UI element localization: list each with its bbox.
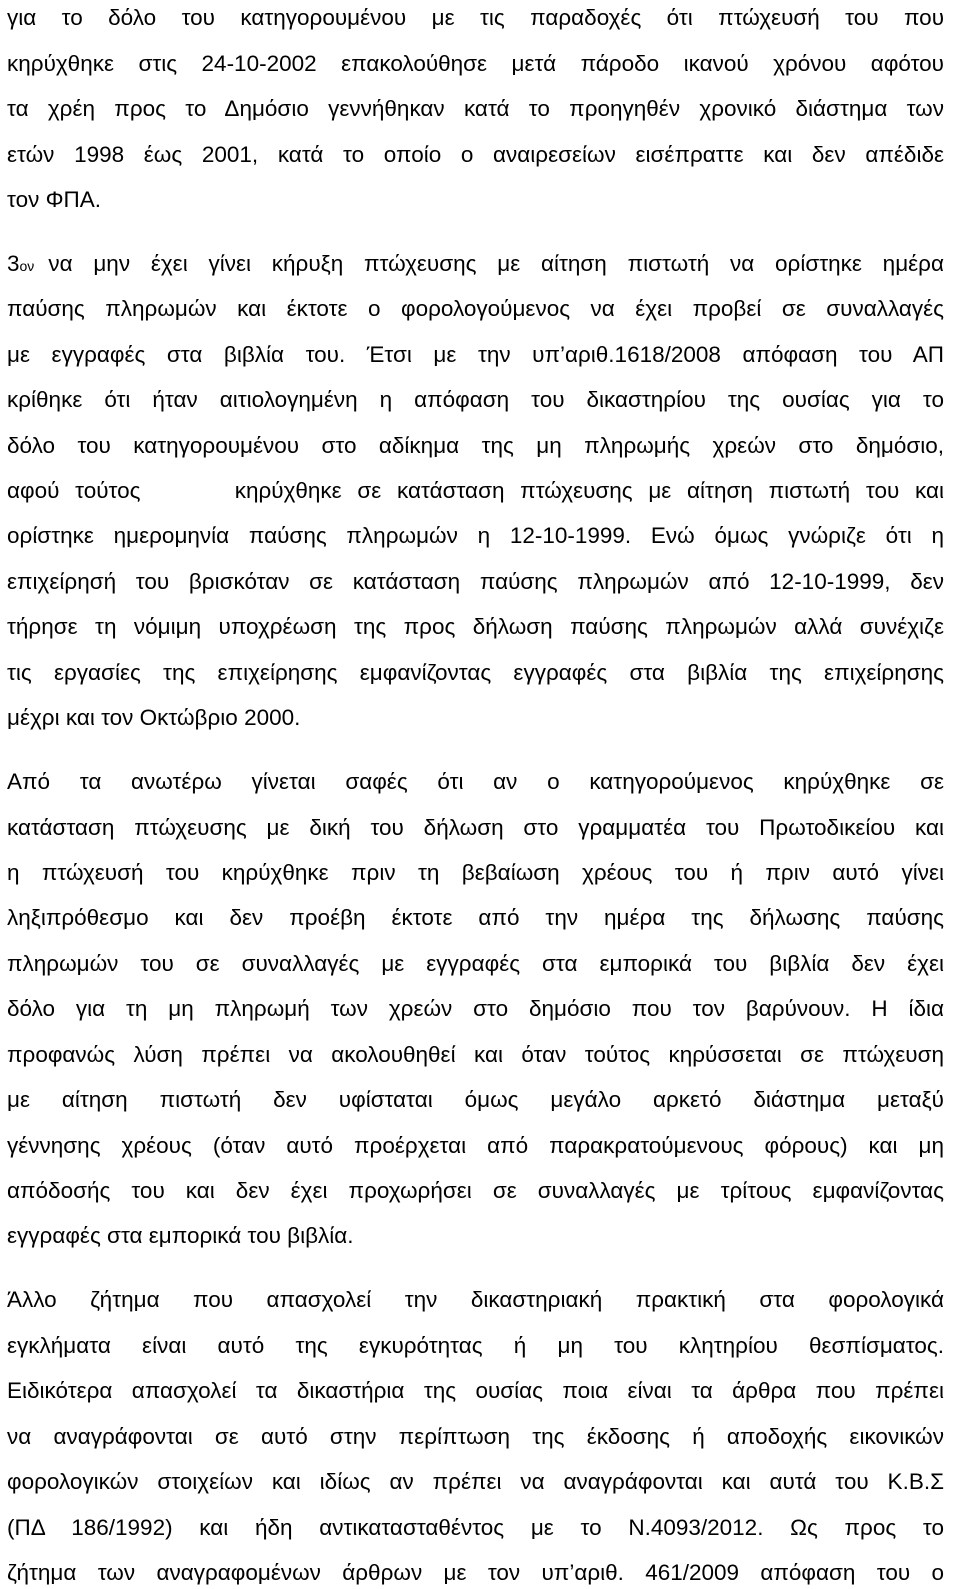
text-line: 3 ον να μην έχει γίνει κήρυξη πτώχευσης με αίτηση πιστωτή να ορίστηκε ημέρα	[7, 251, 944, 276]
text-line: πληρωμών του σε συναλλαγές με εγγραφές στα εμπορικά του βιβλία δεν έχει	[7, 951, 944, 976]
text-line: δόλο για τη μη πληρωμή των χρεών στο δημόσιο που τον βαρύνουν. Η ίδια	[7, 996, 944, 1021]
text-line: μέχρι και τον Οκτώβριο 2000.	[7, 705, 301, 730]
text-line: η πτώχευσή του κηρύχθηκε πριν τη βεβαίωση χρέους του ή πριν αυτό γίνει	[7, 860, 944, 885]
text-line: δόλο του κατηγορουμένου στο αδίκημα της μη πληρωμής χρεών στο δημόσιο,	[7, 433, 944, 458]
text-line: να αναγράφονται σε αυτό στην περίπτωση της έκδοσης ή αποδοχής εικονικών	[7, 1424, 944, 1449]
text-line: αφού τούτος κηρύχθηκε σε κατάσταση πτώχευσης με αίτηση πιστωτή του και	[7, 478, 944, 503]
text-line: τα χρέη προς το Δημόσιο γεννήθηκαν κατά το προηγηθέν χρονικό διάστημα των	[7, 96, 944, 121]
text-line: κατάσταση πτώχευσης με δική του δήλωση στο γραμματέα του Πρωτοδικείου και	[7, 815, 944, 840]
text-line: γέννησης χρέους (όταν αυτό προέρχεται από παρακρατούμενους φόρους) και μη	[7, 1133, 944, 1158]
text-line: κηρύχθηκε στις 24-10-2002 επακολούθησε μετά πάροδο ικανού χρόνου αφότου	[7, 51, 944, 76]
text-line: κρίθηκε ότι ήταν αιτιολογημένη η απόφαση του δικαστηρίου της ουσίας για το	[7, 387, 944, 412]
text-line: παύσης πληρωμών και έκτοτε ο φορολογούμενος να έχει προβεί σε συναλλαγές	[7, 296, 944, 321]
text-line: εγγραφές στα εμπορικά του βιβλία.	[7, 1223, 354, 1248]
text-line: τήρησε τη νόμιμη υποχρέωση της προς δήλωση παύσης πληρωμών αλλά συνέχιζε	[7, 614, 944, 639]
text-line: Ειδικότερα απασχολεί τα δικαστήρια της ουσίας ποια είναι τα άρθρα που πρέπει	[7, 1378, 944, 1403]
text-line: επιχείρησή του βρισκόταν σε κατάσταση παύσης πληρωμών από 12-10-1999, δεν	[7, 569, 944, 594]
text-line: απόδοσής του και δεν έχει προχωρήσει σε συναλλαγές με τρίτους εμφανίζοντας	[7, 1178, 944, 1203]
text-line: φορολογικών στοιχείων και ιδίως αν πρέπει να αναγράφονται και αυτά του Κ.Β.Σ	[7, 1469, 944, 1494]
text-line: τις εργασίες της επιχείρησης εμφανίζοντας εγγραφές στα βιβλία της επιχείρησης	[7, 660, 944, 685]
text-line: με αίτηση πιστωτή δεν υφίσταται όμως μεγάλο αρκετό διάστημα μεταξύ	[7, 1087, 944, 1112]
text-line-rest: να μην έχει γίνει κήρυξη πτώχευσης με αίτηση πιστωτή να ορίστηκε ημέρα	[48, 251, 944, 276]
text-line: για το δόλο του κατηγορουμένου με τις παραδοχές ότι πτώχευσή του που	[7, 5, 944, 30]
text-line: ορίστηκε ημερομηνία παύσης πληρωμών η 12-10-1999. Ενώ όμως γνώριζε ότι η	[7, 523, 944, 548]
text-line: ζήτημα των αναγραφομένων άρθρων με τον υπ’αριθ. 461/2009 απόφαση του ο	[7, 1560, 944, 1585]
text-line: τον ΦΠΑ.	[7, 187, 102, 212]
text-line: με εγγραφές στα βιβλία του. Έτσι με την υπ’αριθ.1618/2008 απόφαση του ΑΠ	[7, 342, 944, 367]
text-line: ετών 1998 έως 2001, κατά το οποίο ο αναιρεσείων εισέπραττε και δεν απέδιδε	[7, 142, 944, 167]
text-line: Από τα ανωτέρω γίνεται σαφές ότι αν ο κατηγορούμενος κηρύχθηκε σε	[7, 769, 944, 794]
text-line: (ΠΔ 186/1992) και ήδη αντικατασταθέντος με το Ν.4093/2012. Ως προς το	[7, 1515, 944, 1540]
text-line: ληξιπρόθεσμο και δεν προέβη έκτοτε από την ημέρα της δήλωσης παύσης	[7, 905, 944, 930]
text-line: εγκλήματα είναι αυτό της εγκυρότητας ή μη του κλητηρίου θεσπίσματος.	[7, 1333, 944, 1358]
text-line: προφανώς λύση πρέπει να ακολουθηθεί και όταν τούτος κηρύσσεται σε πτώχευση	[7, 1042, 944, 1067]
ordinal-number: 3	[7, 251, 20, 276]
text-line: Άλλο ζήτημα που απασχολεί την δικαστηριακή πρακτική στα φορολογικά	[7, 1287, 944, 1312]
